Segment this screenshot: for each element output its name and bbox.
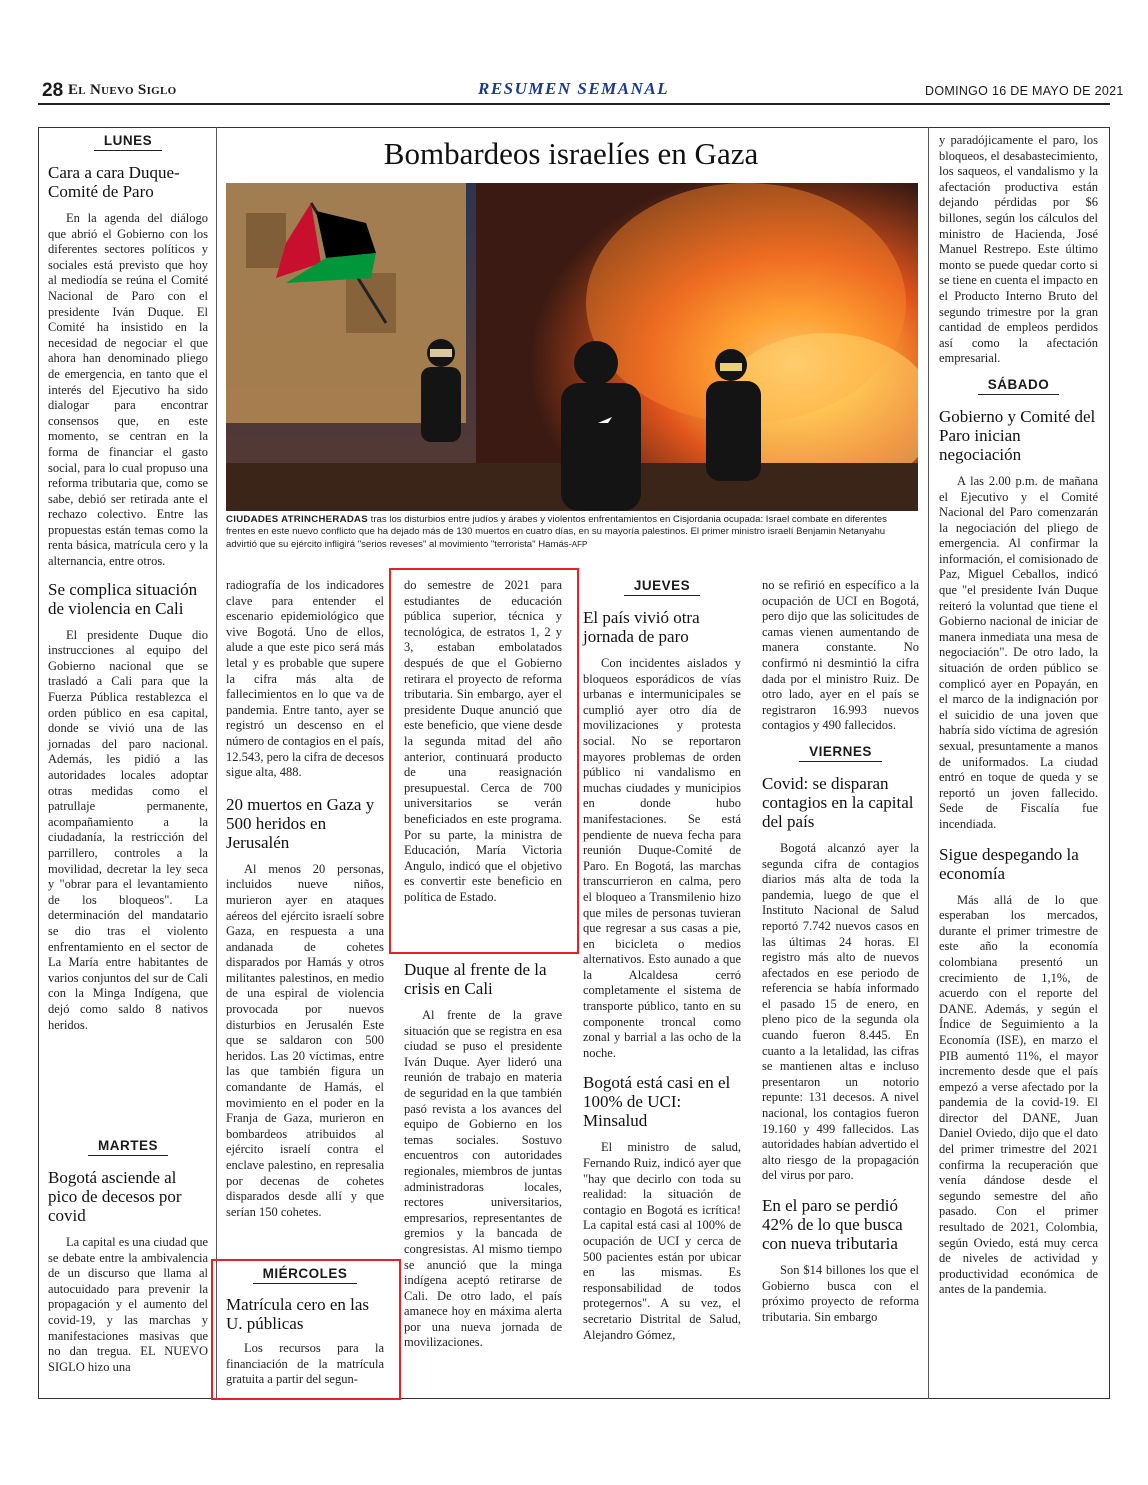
header-rule — [38, 103, 1110, 105]
caption-text: tras los disturbios entre judíos y árabes y violentos enfrentamientos en Cisjordania ocupada: Israel combate en diferentes frentes en este nuevo conflicto que ha dejado más de 130 muertos en cuatro días, en su mayoría palestinos. El primer ministro israelí Benjamin Netanyahu advirtió que su ejército infligirá "serios reveses" al movimiento "terrorista" Hamás- — [226, 514, 887, 550]
section-martes — [48, 1138, 208, 1377]
story-body: Al frente de la grave situación que se registra en esa ciudad se puso el presidente Iván Duque. Ayer lideró una reunión de trabajo en materia de seguridad en la que también pasó revista a los avances del equipo de Gobierno en los temas sociales. Sostuvo encuentros con autoridades regionales, miembros de juntas administradoras locales, rectores universitarios, empresarios, representantes de gremios y la bancada de congresistas. Al mismo tiempo se anunció que la minga indígena aceptó retirarse de Cali. De otro lado, el país amanece hoy en máxima alerta por una nueva jornada de movilizaciones. — [404, 1008, 562, 1350]
newspaper-name: El Nuevo Siglo — [68, 82, 177, 98]
day-label: VIERNES — [762, 744, 919, 762]
story-headline[interactable]: Duque al frente de la crisis en Cali — [404, 960, 547, 998]
story-body: A las 2.00 p.m. de mañana el Ejecutivo y el Comité Nacional del Paro comenzarán la negociación del pliego de emergencia. Al confirmar la información, el comisionado de Paz, Miguel Ceballos, indicó que "el presidente Iván Duque reiteró la voluntad que tiene el Gobierno nacional de iniciar de manera inmediata una mesa de negociación". De otro lado, la situación de orden público se complicó ayer en Popayán, en el marco de la indignación por el suicidio de una joven que habría sido víctima de agresión sexual, presuntamente a manos de uniformados. La ciudad entró en toque de queda y se reportó un joven fallecido. Sede de Fiscalía fue incendiada. — [939, 473, 1098, 831]
day-label: LUNES — [48, 133, 208, 151]
story-body: Son $14 billones los que el Gobierno busca con el próximo proyecto de reforma tributaria. Sin embargo — [762, 1263, 919, 1324]
story-body: El presidente Duque dio instrucciones al equipo del Gobierno nacional que se trasladó a Cali para que la Fuerza Pública restablezca el orden público en esa capital, donde se vivió una de las jornadas del paro nacional. Además, les pidió a las autoridades locales adoptar otras medidas como el patrullaje permanente, acompañamiento a la ciudadanía, la restricción del parrillero, controles a la movilidad, decretar la ley seca y "obrar para el levantamiento de los bloqueos". La determinación del mandatario se dio tras el violento enfrentamiento en el sector de La María entre habitantes de varios conjuntos del sur de Cali con la Minga Indígena, que dejó como saldo 8 nativos heridos. — [48, 627, 208, 1032]
story-body: radiografía de los indicadores clave para entender el escenario epidemiológico que vive Bogotá. Uno de ellos, alude a que este pico será más letal y es probable que supere la cifra más alta de fallecimientos en lo que va de pandemia. Entre tanto, ayer se registró un descenso en el número de contagios en el país, 12.543, pero la cifra de decesos sigue alta, 488. — [226, 578, 384, 780]
section-title: RESUMEN SEMANAL — [478, 79, 670, 98]
story-body: no se refirió en específico a la ocupación de UCI en Bogotá, pero dijo que las solicitudes de camas vienen aumentando de manera constante. No confirmó ni desmintió la cifra dada por el ministro Ruiz. De otro lado, ayer en el país se registraron 16.993 nuevos contagios y 490 fallecidos. — [762, 578, 919, 733]
day-label: MIÉRCOLES — [226, 1266, 384, 1284]
story-body: do semestre de 2021 para estudiantes de educación pública superior, técnica y tecnológica, de estratos 1, 2 y 3, estaban embolatados después de que el Gobierno retirara el proyecto de reforma tributaria. Sin embargo, ayer el presidente Duque anunció que este beneficio, que viene desde la segunda mitad del año anterior, continuará producto de una reasignación presupuestal. Cerca de 700 universitarios se verán beneficiados en este programa. Por su parte, la ministra de Educación, María Victoria Angulo, indicó que el objetivo es convertir este beneficio en política de Estado. — [404, 578, 562, 904]
column-rule — [928, 127, 929, 1399]
story-body: Con incidentes aislados y bloqueos esporádicos de vías urbanas e intermunicipales se cumplió ayer otro día de movilizaciones y protesta social. No se reportaron mayores problemas de orden público ni vandalismo en muchas ciudades y municipios en donde hubo manifestaciones. Se está pendiente de nueva fecha para reunión Duque-Comité de Paro. En Bogotá, las marchas transcurrieron en calma, pero el bloqueo a Transmilenio hizo que miles de personas tuvieran que regresar a sus casas a pie, en bicicleta o medios alternativos. Esto aunado a que la Alcaldesa cerró completamente el sistema de transporte público, tanto en su componente troncal como zonal y barrial a las ocho de la noche. — [583, 656, 741, 1060]
story-headline[interactable]: Se complica situación de violencia en Cali — [48, 579, 198, 618]
story-headline[interactable]: Bogotá está casi en el 100% de UCI: Minsalud — [583, 1073, 731, 1131]
lead-photo — [226, 183, 918, 511]
section-sabado — [939, 133, 1098, 1298]
story-body: Más allá de lo que esperaban los mercados, durante el primer trimestre de este año la economía colombiana presentó un crecimiento de 1,1%, de acuerdo con el reporte del DANE. Además, y según el Índice de Seguimiento a la Economía (ISE), en marzo el PIB aumentó 11%, el mayor incremento desde que el país empezó a verse afectado por la pandemia de la covid-19. El director del DANE, Juan Daniel Oviedo, dijo que el dato del primer trimestre del 2021 confirma la recuperación que venía dándose desde el segundo semestre del año pasado. Con el primer resultado de 2021, Colombia, según Oviedo, está muy cerca de niveles de actividad y productividad económica de antes de la pandemia. — [939, 892, 1098, 1297]
story-headline[interactable]: Matrícula cero en las U. públicas — [226, 1295, 370, 1333]
column-rule — [216, 127, 217, 1399]
story-body: La capital es una ciudad que se debate entre la ambivalencia de un discurso que llama al autocuidado para prevenir la propagación y el aumento del covid-19, y las marchas y manifestaciones masivas que no dan tregua. EL NUEVO SIGLO hizo una — [48, 1235, 208, 1374]
story-headline[interactable]: Bogotá asciende al pico de decesos por covid — [48, 1168, 182, 1225]
story-headline[interactable]: En el paro se perdió 42% de lo que busca con nueva tributaria — [762, 1196, 903, 1253]
protest-photo-illustration — [226, 183, 918, 511]
story-body: y paradójicamente el paro, los bloqueos, el desabastecimiento, los saqueos, el vandalismo y la afectación productiva están dejando pérdidas por $6 billones, según los cálculos del ministro de Hacienda, José Manuel Restrepo. Este último monto se puede quedar corto si se tiene en cuenta el impacto en el Producto Interno Bruto del segundo trimestre por la gran cantidad de empleos perdidos así como la afectación empresarial. — [939, 133, 1098, 366]
story-body: Al menos 20 personas, incluidos nueve niños, murieron ayer en ataques aéreos del ejército israelí sobre Gaza, en respuesta a una andanada de cohetes disparados por Hamás y otros militantes palestinos, en medio de una espiral de violencia provocada por nuevos disturbios en Jerusalén Este que se saldaron con 500 heridos. Las 20 víctimas, entre las que también figura un comandante de Hamás, el movimiento en el poder en la Franja de Gaza, murieron en bombardeos atribuidos al ejército israelí contra el enclave palestino, en represalia por decenas de cohetes disparados desde allí y que serían 150 cohetes. — [226, 861, 384, 1219]
caption-credit: AFP — [571, 539, 588, 549]
story-headline[interactable]: El país vivió otra jornada de paro — [583, 608, 700, 646]
story-headline[interactable]: Sigue despegando la economía — [939, 844, 1079, 883]
lead-headline[interactable]: Bombardeos israelíes en Gaza — [383, 136, 759, 171]
story-headline[interactable]: Covid: se disparan contagios en la capital del país — [762, 773, 914, 831]
section-miercoles — [226, 1266, 384, 1388]
page-number: 28 — [42, 80, 64, 101]
story-headline[interactable]: Gobierno y Comité del Paro inician negociación — [939, 406, 1096, 464]
day-label: SÁBADO — [939, 377, 1098, 395]
miercoles-story2 — [404, 960, 562, 1351]
story-body: En la agenda del diálogo que abrió el Gobierno con los diferentes sectores políticos y sociales está previsto que hoy al mediodía se reúna el Comité Nacional de Paro con el presidente Iván Duque. El Comité ha insistido en la necesidad de negociar el que ahora han denominado pliego de emergencia, en tanto que el interés del Ejecutivo ha sido dialogar para encontrar consensos que, en este momento, se centran en la forma de financiar el gasto social, para lo cual propuso una reforma tributaria que, como se sabe, debió ser retirada ante el rechazo colectivo. Entre las propuestas están temas como la renta básica, matrícula cero y la alternancia, entre otros. — [48, 211, 208, 569]
day-label: MARTES — [48, 1138, 208, 1156]
photo-caption — [226, 514, 918, 551]
jueves-continued — [762, 578, 919, 1325]
section-jueves — [583, 578, 741, 1343]
story-body: El ministro de salud, Fernando Ruiz, indicó ayer que "hay que decirlo con toda su realidad: la situación de contagio en Bogotá es icrítica! La capital está casi al 100% de ocupación de UCI y cerca de 500 pacientes están por ubicar en las mismas. Es responsabilidad de todos protegernos". A su vez, el secretario Distrital de Salud, Alejandro Gómez, — [583, 1140, 741, 1342]
story-body: Bogotá alcanzó ayer la segunda cifra de contagios diarios más alta de toda la pandemia, luego de que el Instituto Nacional de Salud reportó 7.742 nuevos casos en las últimas 24 horas. El registro más alto de nuevos afectados en ese periodo de referencia se había informado el pasado 15 de enero, en pleno pico de la segunda ola cuando fueron 8.445. En cuanto a la letalidad, las cifras se mantienen altas e incluso presentaron un notorio repunte: 131 decesos. A nivel nacional, los contagios fueron 19.160 y 499 fallecidos. Las autoridades habían advertido el alto riesgo de la propagación del virus por paro. — [762, 840, 919, 1183]
story-headline[interactable]: Cara a cara Duque-Comité de Paro — [48, 163, 180, 201]
miercoles-continued — [404, 578, 562, 905]
day-label: JUEVES — [583, 578, 741, 596]
martes-continued — [226, 578, 384, 1220]
issue-date: DOMINGO 16 DE MAYO DE 2021 — [925, 84, 1124, 98]
story-headline[interactable]: 20 muertos en Gaza y 500 heridos en Jerusalén — [226, 794, 375, 852]
section-lunes — [48, 133, 208, 1033]
story-body: Los recursos para la financiación de la matrícula gratuita a partir del segun- — [226, 1341, 384, 1387]
caption-label: CIUDADES ATRINCHERADAS — [226, 514, 368, 525]
